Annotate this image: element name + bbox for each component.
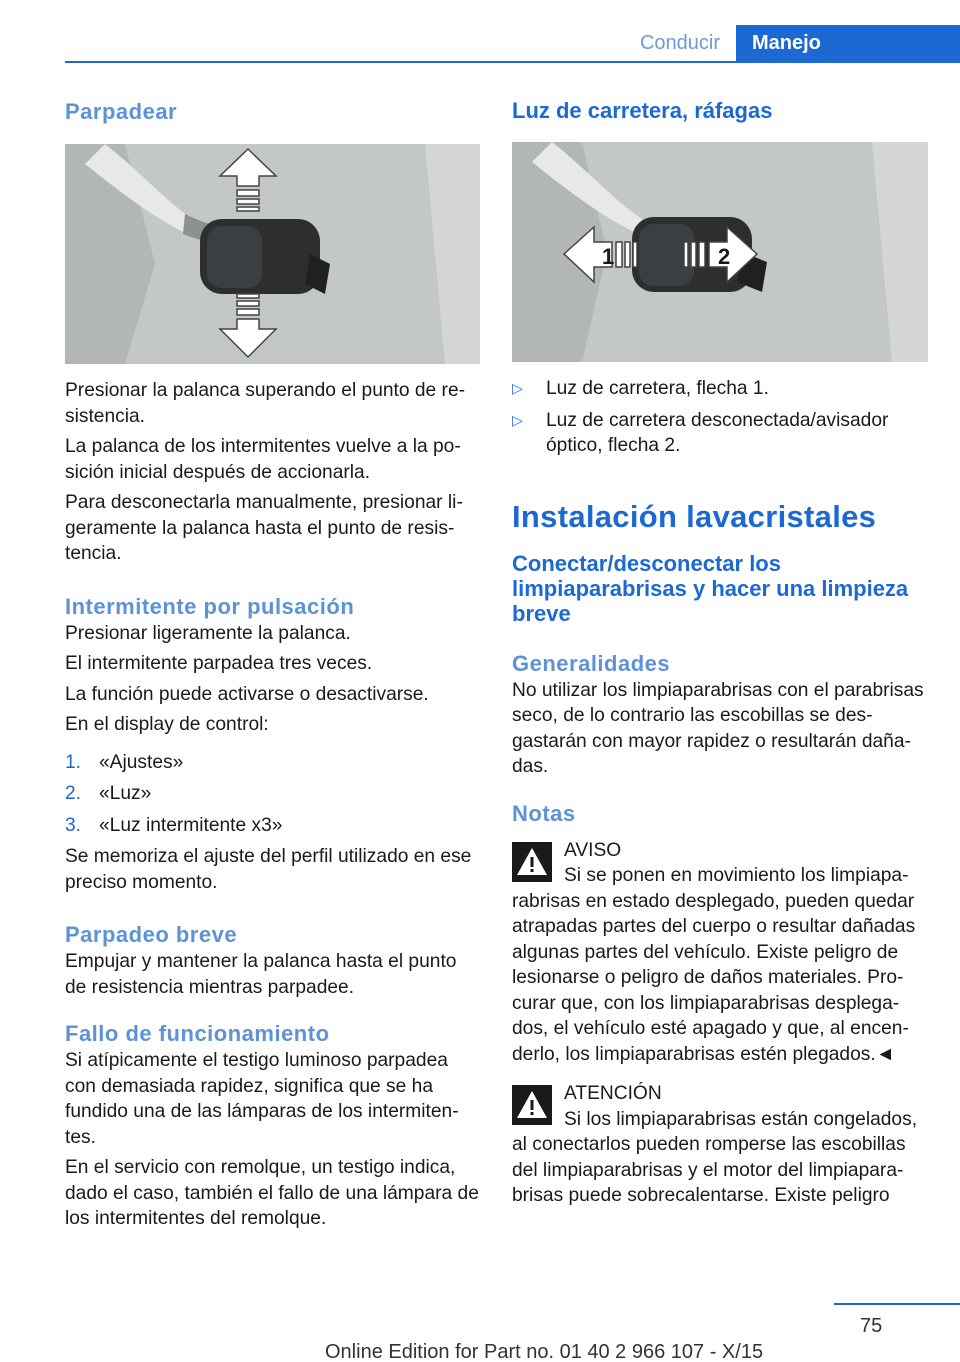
high-beam-lever-figure bbox=[512, 142, 928, 362]
warning-triangle-icon bbox=[512, 1085, 552, 1125]
header-tabs bbox=[0, 25, 960, 62]
triangle-bullet-icon: ▷ bbox=[512, 380, 523, 396]
warning-text: Si los limpiaparabrisas están congelados, al conectarlos pueden romperse las escobillas del limpiaparabrisas y el motor del limpiaparabrisas puede sobrecalentarse. Existe peligro bbox=[512, 1108, 918, 1206]
paragraph: Presionar ligeramente la palanca. bbox=[65, 622, 351, 644]
heading-instalacion-lavacristales: Instalación lavacristales bbox=[512, 498, 877, 534]
paragraph: Se memoriza el ajuste del perfil utilizado en ese preciso momento. bbox=[65, 846, 472, 893]
step-number: 2. bbox=[65, 783, 82, 804]
section-title-luz-carretera: Luz de carretera, ráfagas bbox=[512, 98, 773, 123]
warning-title: AVISO bbox=[564, 839, 622, 861]
list-item: ▷ Luz de carretera, flecha 1. bbox=[512, 376, 928, 402]
heading-intermitente-pulsacion: Intermitente por pulsación bbox=[65, 593, 355, 619]
heading-parpadeo-breve: Parpadeo breve bbox=[65, 922, 238, 947]
warning-aviso bbox=[512, 838, 928, 1068]
footer-rule bbox=[834, 1303, 960, 1305]
warning-text: Si se ponen en movimiento los limpiaparabrisas en estado desplegado, pueden quedar atrapadas partes del cuerpo o resultar dañadas algunas partes del vehículo. Existe peligro de lesionarse o peligro de daños materiales. Procurar que, con los limpiaparabrisas desplegados, el vehículo esté apagado y que, al encenderlo, los limpiaparabrisas estén plegados.◄ bbox=[512, 865, 916, 1065]
heading-generalidades: Generalidades bbox=[512, 650, 671, 676]
list-item: 3. «Luz intermitente x3» bbox=[65, 813, 480, 839]
bullet-list bbox=[512, 376, 928, 459]
tab-conducir[interactable]: Conducir bbox=[639, 32, 720, 54]
lever-illustration bbox=[65, 144, 480, 364]
warning-title: ATENCIÓN bbox=[564, 1083, 662, 1104]
paragraph: En el servicio con remolque, un testigo indica, dado el caso, también el fallo de una lámpara de los intermitentes del remolque. bbox=[65, 1157, 479, 1229]
section-title-parpadear: Parpadear bbox=[65, 99, 178, 124]
warning-triangle-icon bbox=[512, 842, 552, 882]
warning-atencion bbox=[512, 1081, 928, 1209]
paragraph: La función puede activarse o desactivarse. bbox=[65, 683, 429, 705]
arrow-2-label: 2 bbox=[718, 244, 731, 269]
paragraph: No utilizar los limpiaparabrisas con el parabrisas seco, de lo contrario las escobillas se desgastarán con mayor rapidez o resultarán dañadas. bbox=[512, 679, 924, 777]
paragraph: Si atípicamente el testigo luminoso parpadea con demasiada rapidez, significa que se ha fundido una de las lámparas de los intermitentes. bbox=[65, 1050, 459, 1148]
paragraph: Empujar y mantener la palanca hasta el punto de resistencia mientras parpadee. bbox=[65, 951, 457, 998]
step-number: 1. bbox=[65, 751, 82, 773]
paragraph: Para desconectarla manualmente, presionar ligeramente la palanca hasta el punto de resistencia. bbox=[65, 492, 463, 564]
list-item: 2. «Luz» bbox=[65, 781, 480, 807]
heading-notas: Notas bbox=[512, 800, 576, 826]
numbered-steps bbox=[65, 750, 480, 839]
paragraph: La palanca de los intermitentes vuelve a la posición inicial después de accionarla. bbox=[65, 436, 461, 483]
list-item: ▷ Luz de carretera desconectada/avisador óptico, flecha 2. bbox=[512, 409, 889, 456]
page-number: 75 bbox=[860, 1315, 883, 1337]
step-number: 3. bbox=[65, 814, 82, 836]
paragraph: Presionar la palanca superando el punto de resistencia. bbox=[65, 380, 466, 427]
header-rule bbox=[65, 61, 960, 63]
lever-illustration bbox=[512, 142, 928, 362]
left-column bbox=[65, 98, 480, 1237]
heading-conectar-desconectar: Conectar/desconectar los limpiaparabrisas y hacer una limpieza breve bbox=[512, 550, 909, 626]
heading-fallo-funcionamiento: Fallo de funcionamiento bbox=[65, 1021, 330, 1046]
edition-text: Online Edition for Part no. 01 40 2 966 107 - X/15 bbox=[325, 1341, 764, 1362]
paragraph: El intermitente parpadea tres veces. bbox=[65, 653, 373, 674]
turn-signal-lever-figure bbox=[65, 144, 480, 364]
arrow-1-label: 1 bbox=[602, 244, 615, 269]
list-item: 1. «Ajustes» bbox=[65, 750, 480, 776]
paragraph: En el display de control: bbox=[65, 714, 269, 735]
triangle-bullet-icon: ▷ bbox=[512, 411, 523, 428]
tab-manejo[interactable]: Manejo bbox=[736, 25, 960, 62]
right-column bbox=[512, 98, 928, 1223]
